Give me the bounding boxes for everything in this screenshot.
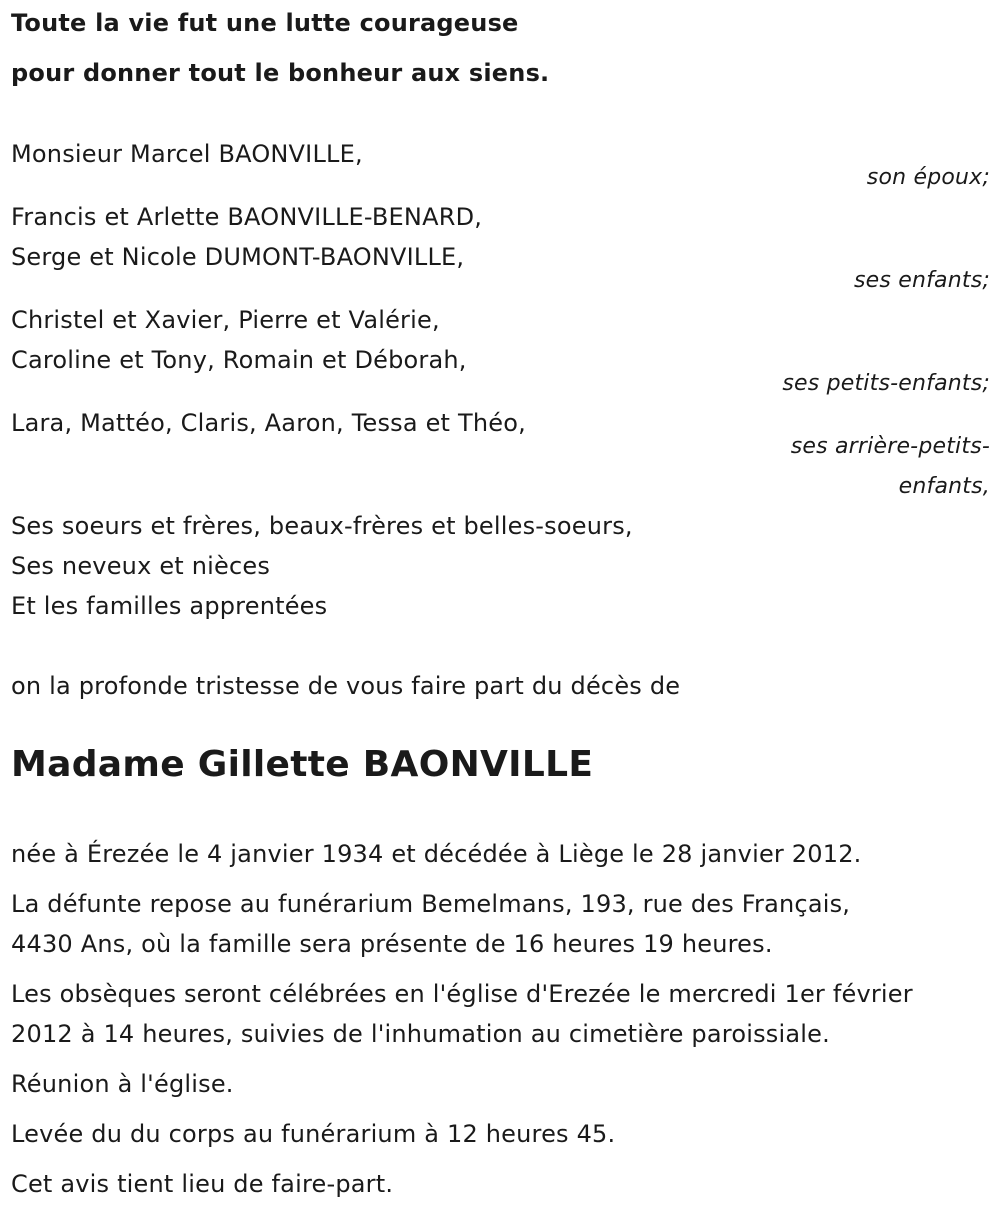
spouse-name: Monsieur Marcel BAONVILLE, <box>11 140 363 168</box>
spouse-role: son époux; <box>866 165 990 190</box>
great-grandchildren-role-1: ses arrière-petits- <box>790 434 990 459</box>
other-family-1: Ses soeurs et frères, beaux-frères et belles-soeurs, <box>11 512 633 540</box>
repose-line-2: 4430 Ans, où la famille sera présente de 16 heures 19 heures. <box>11 930 773 958</box>
children-role: ses enfants; <box>853 268 990 293</box>
funeral-line-1: Les obsèques seront célébrées en l'église d'Erezée le mercredi 1er février <box>11 980 913 1008</box>
other-family-3: Et les familles apprentées <box>11 592 328 620</box>
child-1: Francis et Arlette BAONVILLE-BENARD, <box>11 203 483 231</box>
meeting: Réunion à l'église. <box>11 1070 234 1098</box>
grandchildren-2: Caroline et Tony, Romain et Déborah, <box>11 346 467 374</box>
grandchildren-role: ses petits-enfants; <box>782 371 990 396</box>
repose-line-1: La défunte repose au funérarium Bemelmans, 193, rue des Français, <box>11 890 851 918</box>
grandchildren-1: Christel et Xavier, Pierre et Valérie, <box>11 306 440 334</box>
child-2: Serge et Nicole DUMONT-BAONVILLE, <box>11 243 465 271</box>
deceased-name: Madame Gillette BAONVILLE <box>11 744 594 785</box>
motto-line-2: pour donner tout le bonheur aux siens. <box>11 59 550 87</box>
other-family-2: Ses neveux et nièces <box>11 552 271 580</box>
great-grandchildren-role-2: enfants, <box>898 474 990 499</box>
funeral-line-2: 2012 à 14 heures, suivies de l'inhumation au cimetière paroissiale. <box>11 1020 830 1048</box>
removal: Levée du du corps au funérarium à 12 heures 45. <box>11 1120 616 1148</box>
notice: Cet avis tient lieu de faire-part. <box>11 1170 394 1198</box>
great-grandchildren: Lara, Mattéo, Claris, Aaron, Tessa et Théo, <box>11 409 526 437</box>
announcement: on la profonde tristesse de vous faire part du décès de <box>11 672 681 700</box>
motto-line-1: Toute la vie fut une lutte courageuse <box>11 9 519 37</box>
birth-death: née à Érezée le 4 janvier 1934 et décédée à Liège le 28 janvier 2012. <box>11 840 862 868</box>
